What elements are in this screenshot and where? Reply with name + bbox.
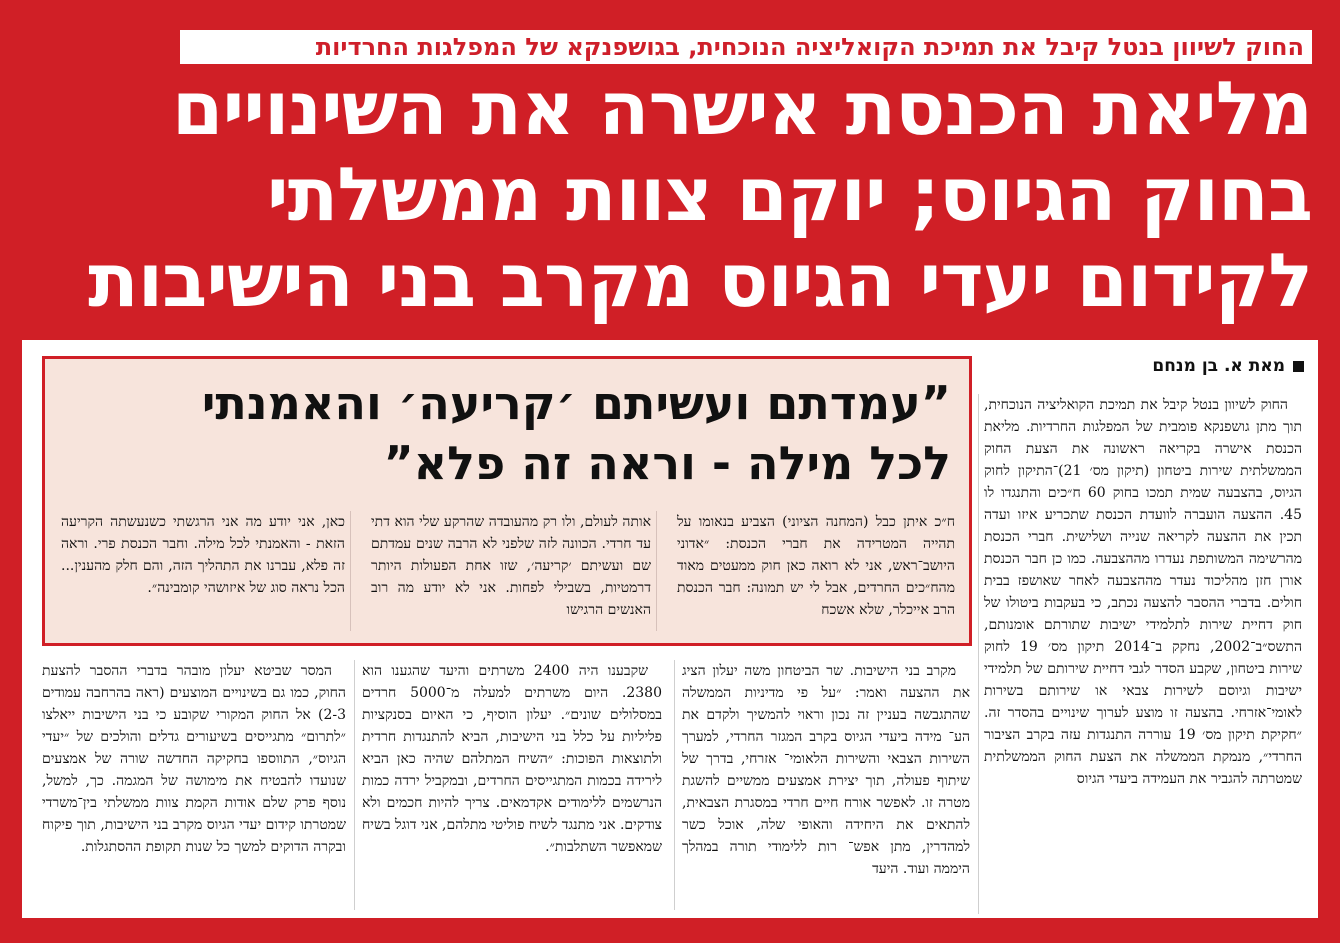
column-divider xyxy=(674,660,675,910)
pull-quote-divider xyxy=(350,511,351,631)
pull-quote-headline xyxy=(59,373,951,493)
article-body xyxy=(22,340,1318,918)
pull-quote-line-2: לכל מילה - וראה זה פלא” xyxy=(383,436,951,490)
pull-quote-column-2: אותה לעולם, ולו רק מהעובדה שהרקע שלי הוא דתי עד חרדי. הכוונה לזה שלפני לא הרבה שנים עמדתם שם ועשיתם ׳קריעה׳, שזו אחת הפעולות היותר דרמטיות, בשבילי לפחות. אני לא יודע מה רוב האנשים הרגישו xyxy=(371,514,651,618)
bullet-square-icon xyxy=(1293,361,1304,372)
article-column-4 xyxy=(42,660,346,910)
pull-quote-divider xyxy=(656,511,657,631)
column-divider xyxy=(354,660,355,910)
byline xyxy=(1004,356,1304,376)
headline-line-1: מליאת הכנסת אישרה את השינויים xyxy=(171,66,1312,152)
article-column-3 xyxy=(362,660,662,910)
pull-quote-line-1: ”עמדתם ועשיתם ׳קריעה׳ והאמנתי xyxy=(201,376,951,430)
byline-text: מאת א. בן מנחם xyxy=(1152,356,1285,376)
article-column-1 xyxy=(984,394,1302,914)
headline-line-3: לקידום יעדי הגיוס מקרב בני הישיבות xyxy=(88,238,1312,324)
pull-quote-column-1: ח״כ איתן כבל (המחנה הציוני) הצביע בנאומו על תהייה המטרידה את חברי הכנסת: ״אדוני היושב־ראש, אני לא רואה כאן חוק ממעטים מאוד מהח״כים החרדים, אבל לי יש תמונה: חבר הכנסת הרב אייכלר, שלא אשכח xyxy=(677,514,955,618)
main-headline xyxy=(22,66,1312,330)
column-3-text: שקבענו היה 2400 משרתים והיעד שהגענו הוא 2380. היום משרתים למעלה מ־5000 חרדים במסלולים שונים״. יעלון הוסיף, כי האיום בסנקציות פליליות על כלל בני הישיבות, הביא להתנגדות חרדית ולתוצאות הפוכות: ״השיח המתלהם שהיה כאן הביא לירידה בכמות המתגייסים החרדים, ובמקביל ירדה כמות הנרשמים ללימודים אקדמאים. צריך להיות חכמים ולא צודקים. אני מתנגד לשיח פוליטי מתלהם, אני דוגל בשיח שמאפשר השתלבות״. xyxy=(362,663,662,855)
headline-line-2: בחוק הגיוס; יוקם צוות ממשלתי xyxy=(266,152,1312,238)
column-4-text: המסר שביטא יעלון מובהר בדברי ההסבר להצעת החוק, כמו גם בשינויים המוצעים (ראה בהרחבה עמודים 2-3) אל החוק המקורי שקובע כי בני הישיבות ייאלצו ״לתרום״ מתגייסים בשיעורים גדלים והולכים של ״יעדי הגיוס״, התווספו בחקיקה החדשה שורה של אמצעים שנועדו להבטיח את מימושה של המגמה. כך, למשל, נוסף פרק שלם אודות הקמת צוות ממשלתי בין־משרדי שמטרתו קידום יעדי הגיוס מקרב בני הישיבות, תוך פיקוח ובקרה הדוקים למשך כל שנות תקופת ההסתגלות. xyxy=(42,663,346,855)
kicker-subheadline: החוק לשיוון בנטל קיבל את תמיכת הקואליציה הנוכחית, בגושפנקא של המפלגות החרדיות xyxy=(180,30,1312,64)
pull-quote-column-3: כאן, אני יודע מה אני הרגשתי כשנעשתה הקריעה הזאת - והאמנתי לכל מילה. וחבר הכנסת פרי. וראה זה פלא, עברנו את התהליך הזה, והם חלק מהענין... הכל נראה סוג של איזושהי קומבינה״. xyxy=(61,514,345,596)
column-2-text: מקרב בני הישיבות. שר הביטחון משה יעלון הציג את ההצעה ואמר: ״על פי מדיניות הממשלה שהתגבשה בעניין זה נכון וראוי להמשיך ולקדם את הע־ מידה ביעדי הגיוס בקרב המגזר החרדי, למערך השירות הצבאי והשירות הלאומי־ אזרחי, בדרך של שיתוף פעולה, תוך יצירת אמצעים ממשיים להשגת מטרה זו. לאפשר אורח חיים חרדי במסגרת הצבאית, להתאים את היחידה והאופי שלה, אוכל כשר למהדרין, מתן אפש־ רות ללימודי תורה במהלך היממה ועוד. היעד xyxy=(682,663,970,877)
column-1-text: החוק לשיוון בנטל קיבל את תמיכת הקואליציה הנוכחית, תוך מתן גושפנקא פומבית של המפלגות החרדיות. מליאת הכנסת אישרה בקריאה ראשונה את הצעת החוק הממשלתית שירות ביטחון (תיקון מס׳ 21)־התיקון לחוק הגיוס, בהצבעה שמית תמכו בחוק 60 ח״כים והתנגדו לו 45. ההצעה הועברה לוועדת הכנסת שתכריע איזו ועדה תכין את ההצעה לקריאה שנייה ושלישית. חברי הכנסת מהרשימה המשותפת נעדרו מההצבעה. כמו כן חבר הכנסת אורן חזן מהליכוד נעדר מההצבעה לאחר שאושפז בבית חולים. בדברי ההסבר להצעה נכתב, כי בעקבות ביטולו של חוק דחיית שירות לתלמידי ישיבות שתורתם אומנותם, התשס״ב־2002, נחקק ב־2014 תיקון מס׳ 19 לחוק שירות ביטחון, שקבע הסדר לגבי דחיית שירותם של תלמידי ישיבות וגיוסם לשירות צבאי או שירותם בשירות לאומי־אזרחי. בהצעה זו מוצע לערוך שינויים בהסדר זה. ״חקיקת תיקון מס׳ 19 עוררה התנגדות עזה בקרב הציבור החרדי״, מנמקת הממשלה את הצעת החוק הממשלתית שמטרתה להגביר את העמידה ביעדי הגיוס xyxy=(984,397,1302,787)
pull-quote-box xyxy=(42,356,972,646)
column-divider xyxy=(978,394,979,914)
article-column-2 xyxy=(682,660,970,910)
